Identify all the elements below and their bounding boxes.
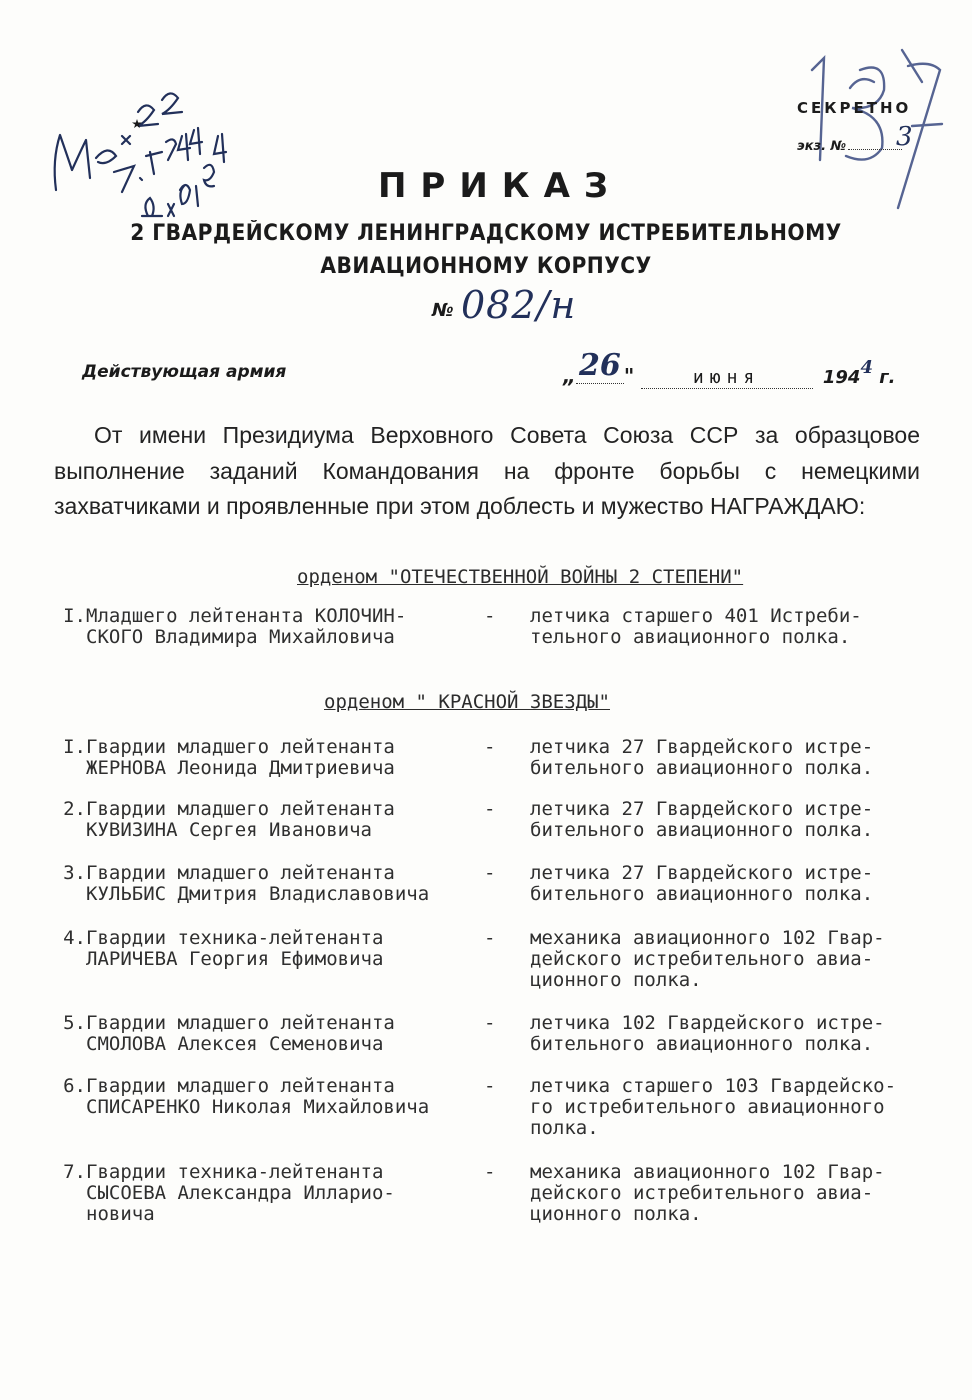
copy-label: экз. № [797, 139, 847, 154]
entry-post: летчика 102 Гвардейского истре- бительного авиационного полка. [530, 1012, 885, 1055]
entry-name: Младшего лейтенанта КОЛОЧИН- СКОГО Владимира Михайловича [86, 605, 407, 648]
entry-post: летчика 27 Гвардейского истре- бительного авиационного полка. [530, 862, 874, 905]
entry-post: летчика 27 Гвардейского истре- бительного авиационного полка. [530, 798, 874, 841]
date-year-suffix-handwritten: 4 [860, 357, 873, 378]
entry-number: I. [63, 736, 86, 758]
secret-stamp: СЕКРЕТНО [797, 99, 912, 117]
title-line-2: 2 ГВАРДЕЙСКОМУ ЛЕНИНГРАДСКОМУ ИСТРЕБИТЕЛЬНОМУ [130, 221, 842, 246]
date-close-quote: " [623, 364, 635, 388]
copy-number-line [848, 149, 902, 150]
entry-dash: - [484, 1161, 496, 1183]
entry-dash: - [484, 1012, 496, 1034]
entry-dash: - [484, 927, 496, 949]
entry-number: 5. [63, 1012, 86, 1034]
award-heading-red-star: орденом " КРАСНОЙ ЗВЕЗДЫ" [324, 691, 610, 713]
award-heading-patriotic-war: орденом "ОТЕЧЕСТВЕННОЙ ВОЙНЫ 2 СТЕПЕНИ" [297, 566, 744, 588]
entry-number: 6. [63, 1075, 86, 1097]
entry-dash: - [484, 736, 496, 758]
preamble-body: От имени Президиума Верховного Совета Союза ССР за образцовое выполнение заданий Командования на фронте борьбы с немецкими захватчиками и проявленные при этом доблесть и мужество НАГРАЖДАЮ: [54, 422, 920, 519]
order-date [563, 348, 896, 392]
entry-post: летчика 27 Гвардейского истре- бительного авиационного полка. [530, 736, 874, 779]
entry-name: Гвардии младшего лейтенанта СПИСАРЕНКО Николая Михайловича [86, 1075, 430, 1118]
entry-number: 7. [63, 1161, 86, 1183]
entry-dash: - [484, 1075, 496, 1097]
entry-number: 4. [63, 927, 86, 949]
preamble-text [54, 418, 920, 525]
entry-dash: - [484, 862, 496, 884]
entry-number: 3. [63, 862, 86, 884]
document-title: ПРИКАЗ [377, 166, 623, 206]
entry-post: механика авиационного 102 Гвар- дейского истребительного авиа- ционного полка. [530, 927, 885, 991]
entry-dash: - [484, 605, 496, 627]
order-number-handwritten: 082/н [461, 283, 577, 327]
date-open-quote: „ [563, 364, 576, 388]
entry-post: летчика старшего 103 Гвардейско- го истребительного авиационного полка. [530, 1075, 897, 1139]
date-day-handwritten: 26 [576, 348, 624, 384]
entry-dash: - [484, 798, 496, 820]
date-year-abbrev: г. [879, 367, 896, 388]
entry-name: Гвардии младшего лейтенанта КУЛЬБИС Дмитрия Владиславовича [86, 862, 430, 905]
date-year-prefix: 194 [822, 367, 861, 388]
entry-name: Гвардии младшего лейтенанта ЖЕРНОВА Леонида Дмитриевича [86, 736, 395, 779]
entry-number: 2. [63, 798, 86, 820]
army-label: Действующая армия [82, 362, 287, 382]
copy-number-label [797, 139, 902, 154]
date-month: июня [641, 367, 813, 389]
entry-post: летчика старшего 401 Истреби- тельного авиационного полка. [530, 605, 862, 648]
entry-name: Гвардии младшего лейтенанта СМОЛОВА Алексея Семеновича [86, 1012, 395, 1055]
entry-post: механика авиационного 102 Гвар- дейского истребительного авиа- ционного полка. [530, 1161, 885, 1225]
order-number-label: № [432, 300, 454, 321]
entry-number: I. [63, 605, 86, 627]
copy-number-handwritten: 3 [896, 122, 913, 152]
entry-name: Гвардии техника-лейтенанта СЫСОЕВА Александра Илларио- новича [86, 1161, 395, 1225]
entry-name: Гвардии младшего лейтенанта КУВИЗИНА Сергея Ивановича [86, 798, 395, 841]
entry-name: Гвардии техника-лейтенанта ЛАРИЧЕВА Георгия Ефимовича [86, 927, 384, 970]
title-line-3: АВИАЦИОННОМУ КОРПУСУ [320, 254, 652, 279]
